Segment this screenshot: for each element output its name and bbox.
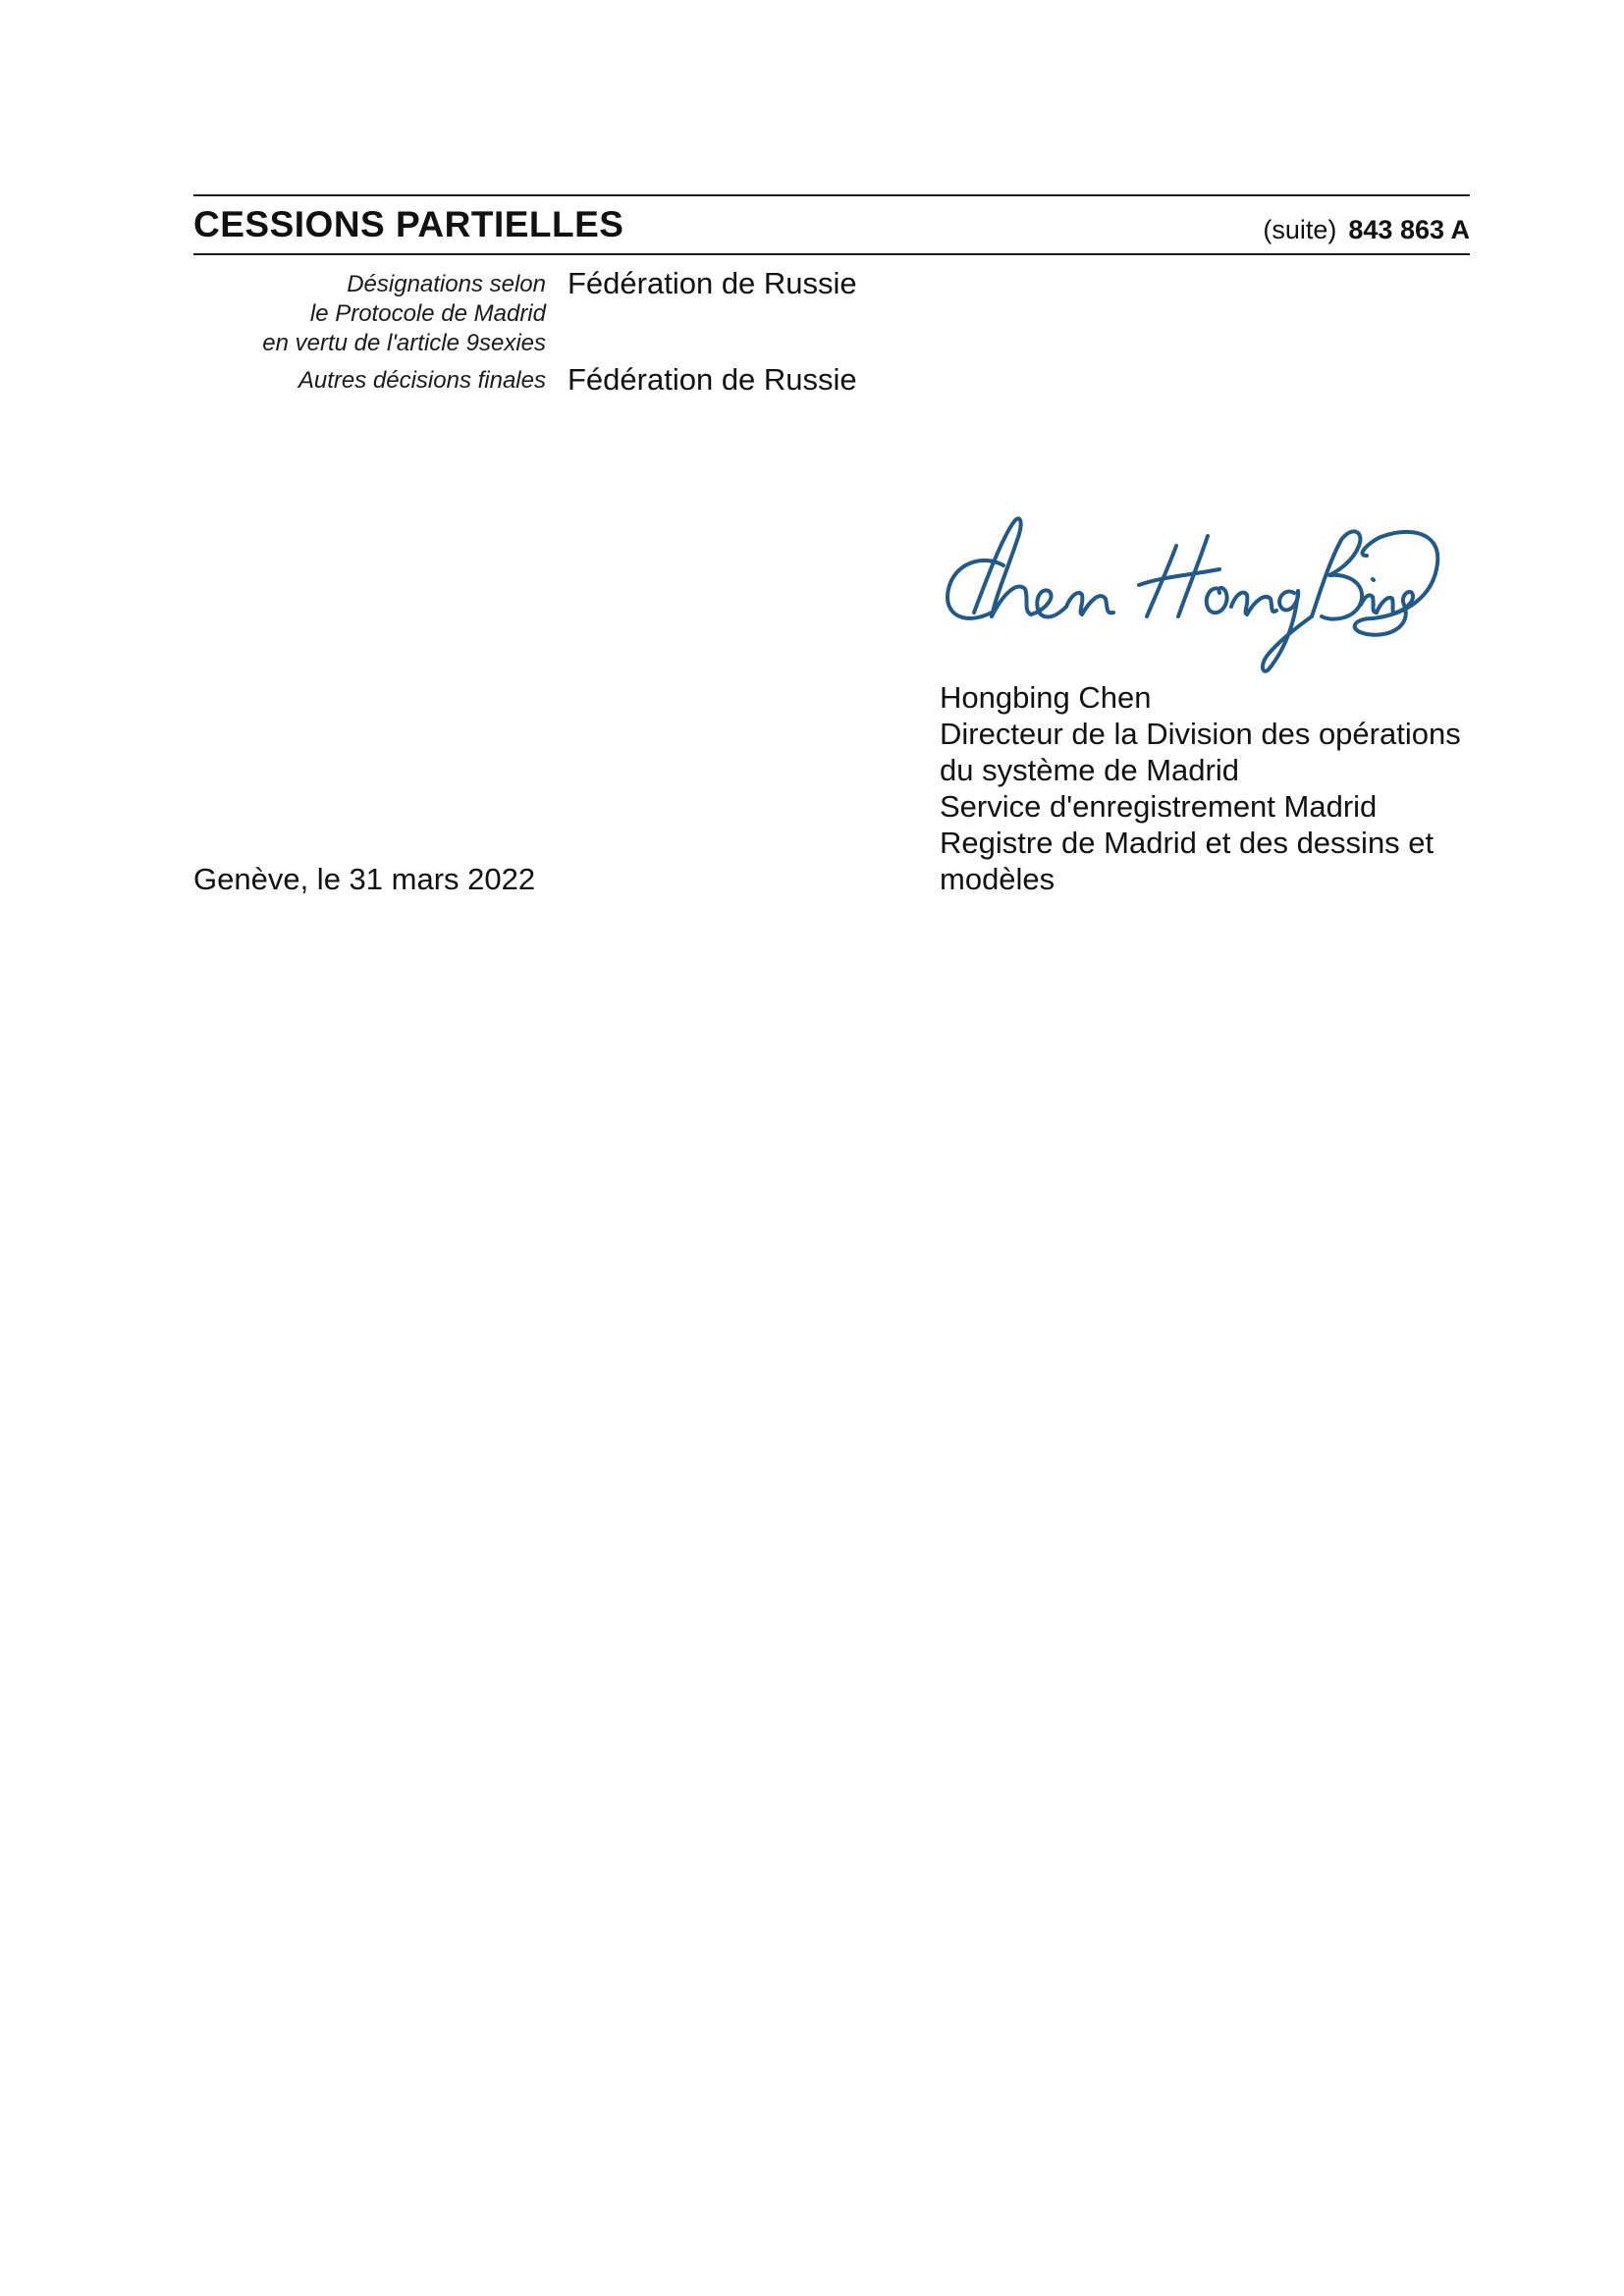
- entry-value: Fédération de Russie: [568, 362, 857, 397]
- suite-label: (suite): [1263, 215, 1337, 244]
- entry-label-line: en vertu de l'article 9sexies: [262, 330, 546, 356]
- reference-number: 843 863 A: [1348, 215, 1470, 244]
- entry-label: [193, 366, 546, 396]
- signatory-block: [940, 679, 1461, 897]
- entry-label-line: le Protocole de Madrid: [309, 300, 546, 327]
- entry-label-line: Autres décisions finales: [298, 367, 546, 394]
- signatory-title-line: du système de Madrid: [940, 753, 1239, 787]
- reference: [1263, 215, 1470, 245]
- section-title: CESSIONS PARTIELLES: [193, 204, 624, 244]
- entry-label-line: Désignations selon: [347, 271, 546, 297]
- signatory-title-line: Service d'enregistrement Madrid: [940, 789, 1378, 824]
- header-bottom-rule: [193, 253, 1470, 255]
- signatory-title-line: Registre de Madrid et des dessins et: [940, 826, 1435, 860]
- handwritten-signature: [935, 491, 1445, 677]
- signatory-title-line: modèles: [940, 862, 1056, 896]
- place-date: Genève, le 31 mars 2022: [193, 862, 536, 896]
- signatory-title-line: Directeur de la Division des opérations: [940, 717, 1461, 751]
- entry-value: Fédération de Russie: [568, 266, 857, 300]
- signatory-name: Hongbing Chen: [940, 680, 1152, 715]
- header-top-rule: [193, 194, 1470, 196]
- entry-label: [193, 270, 546, 358]
